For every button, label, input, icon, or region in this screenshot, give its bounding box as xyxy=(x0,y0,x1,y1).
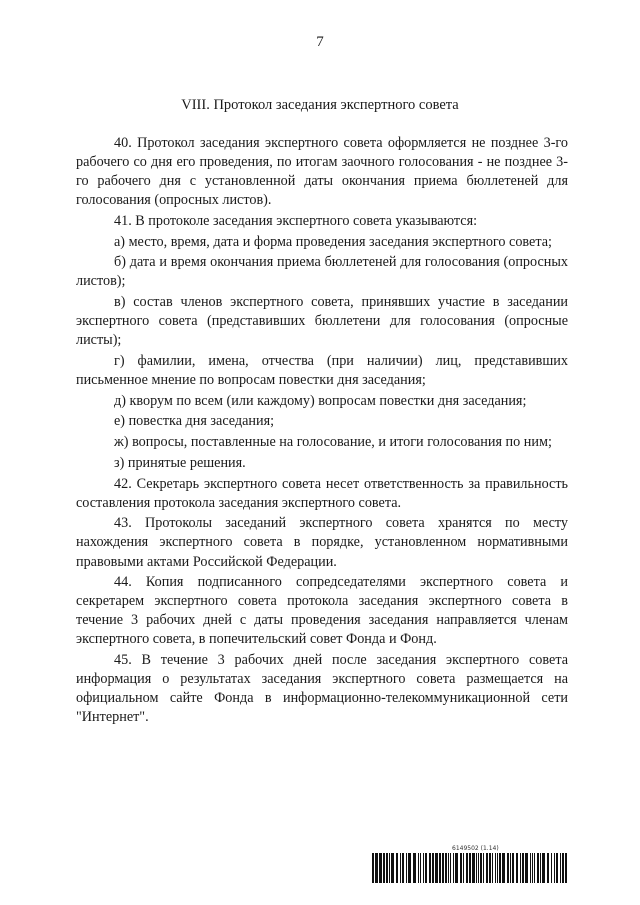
page-number: 7 xyxy=(316,34,324,50)
paragraph-41-g: г) фамилии, имена, отчества (при наличии) лиц, представивших письменное мнение по вопросам повестки дня заседания; xyxy=(76,353,568,389)
paragraph-41-zh: ж) вопросы, поставленные на голосование, и итоги голосования по ним; xyxy=(114,434,552,451)
paragraph-43: 43. Протоколы заседаний экспертного совета хранятся по месту нахождения экспертного совета в порядке, установленном нормативными правовыми актами Российской Федерации. xyxy=(76,515,568,570)
paragraph-45: 45. В течение 3 рабочих дней после заседания экспертного совета информация о результатах заседания экспертного совета размещается на официальном сайте Фонда в информационно-телекоммуникационной сети "Интернет". xyxy=(76,652,568,726)
paragraph-41-b: б) дата и время окончания приема бюллетеней для голосования (опросных листов); xyxy=(76,254,568,290)
paragraph-40: 40. Протокол заседания экспертного совета оформляется не позднее 3-го рабочего со дня его проведения, по итогам заочного голосования - не позднее 3-го рабочего дня с установленной даты окончания приема бюллетеней для голосования (опросных листов). xyxy=(76,135,568,209)
paragraph-41: 41. В протоколе заседания экспертного совета указываются: xyxy=(114,212,478,229)
paragraph-41-d: д) кворум по всем (или каждому) вопросам повестки дня заседания; xyxy=(114,392,527,409)
section-title: VIII. Протокол заседания экспертного совета xyxy=(181,97,459,113)
barcode-caption: 6149502 (1.14) xyxy=(452,845,499,852)
paragraph-41-z: з) принятые решения. xyxy=(114,454,246,471)
paragraph-41-v: в) состав членов экспертного совета, принявших участие в заседании экспертного совета (представивших бюллетени для голосования (опросные листы); xyxy=(76,294,568,349)
document-body xyxy=(76,134,568,729)
paragraph-44: 44. Копия подписанного сопредседателями экспертного совета и секретарем экспертного совета протокола заседания экспертного совета в течение 3 рабочих дней с даты проведения заседания направляется членам экспертного совета, в попечительский совет Фонда и Фонд. xyxy=(76,574,568,648)
paragraph-41-a: а) место, время, дата и форма проведения заседания экспертного совета; xyxy=(114,233,552,250)
barcode-icon xyxy=(372,853,568,883)
paragraph-42: 42. Секретарь экспертного совета несет ответственность за правильность составления протокола заседания экспертного совета. xyxy=(76,475,568,511)
paragraph-41-e: е) повестка дня заседания; xyxy=(114,413,275,430)
